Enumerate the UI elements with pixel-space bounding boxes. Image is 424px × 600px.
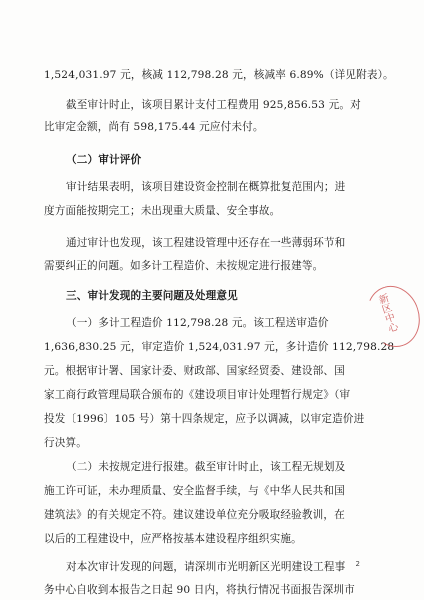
text-line: 以后的工程建设中，应严格按基本建设程序组织实施。 [44, 533, 302, 545]
text-line: 需要纠正的问题。如多计工程造价、未按规定进行报建等。 [44, 260, 324, 272]
text-line: 行决算。 [44, 437, 87, 449]
text-line: 度方面能按期完工；未出现重大质量、安全事故。 [44, 205, 281, 217]
section-heading: 三、审计发现的主要问题及处理意见 [66, 290, 238, 302]
section-heading: （二）审计评价 [66, 154, 142, 166]
text-line: 元。根据审计署、国家计委、财政部、国家经贸委、建设部、国 [44, 365, 345, 377]
text-line: 审计结果表明，该项目建设资金控制在概算批复范围内；进 [66, 181, 346, 193]
text-line: 投发〔1996〕105 号）第十四条规定，应予以调减，以审定造价进 [44, 413, 365, 425]
text-line: 通过审计也发现，该工程建设管理中还存在一些薄弱环节和 [66, 237, 346, 249]
text-line: 家工商行政管理局联合颁布的《建设项目审计处理暂行规定》（审 [44, 389, 351, 401]
text-line: 1,524,031.97 元，核减 112,798.28 元，核减率 6.89%（详见附表）。 [44, 69, 394, 81]
seal-text: 新区中心 [375, 292, 398, 335]
text-line: 务中心自收到本报告之日起 90 日内，将执行情况书面报告深圳市 [44, 584, 355, 596]
text-line: （一）多计工程造价 112,798.28 元。该工程送审造价 [66, 317, 329, 329]
text-line: （二）未按规定进行报建。截至审计时止，该工程无规划及 [66, 461, 346, 473]
text-line: 1,636,830.25 元，审定造价 1,524,031.97 元，多计造价 112,798.28 [44, 341, 395, 353]
text-line: 施工许可证，未办理质量、安全监督手续，与《中华人民共和国 [44, 485, 345, 497]
text-line: 截至审计时止，该项目累计支付工程费用 925,856.53 元。对 [66, 99, 361, 111]
text-line: 建筑法》的有关规定不符。建议建设单位充分吸取经验教训，在 [44, 509, 345, 521]
text-line: 对本次审计发现的问题，请深圳市光明新区光明建设工程事 [66, 561, 346, 573]
page-number: 2 [355, 560, 360, 568]
text-line: 比审定金额，尚有 598,175.44 元应付未付。 [44, 121, 264, 133]
